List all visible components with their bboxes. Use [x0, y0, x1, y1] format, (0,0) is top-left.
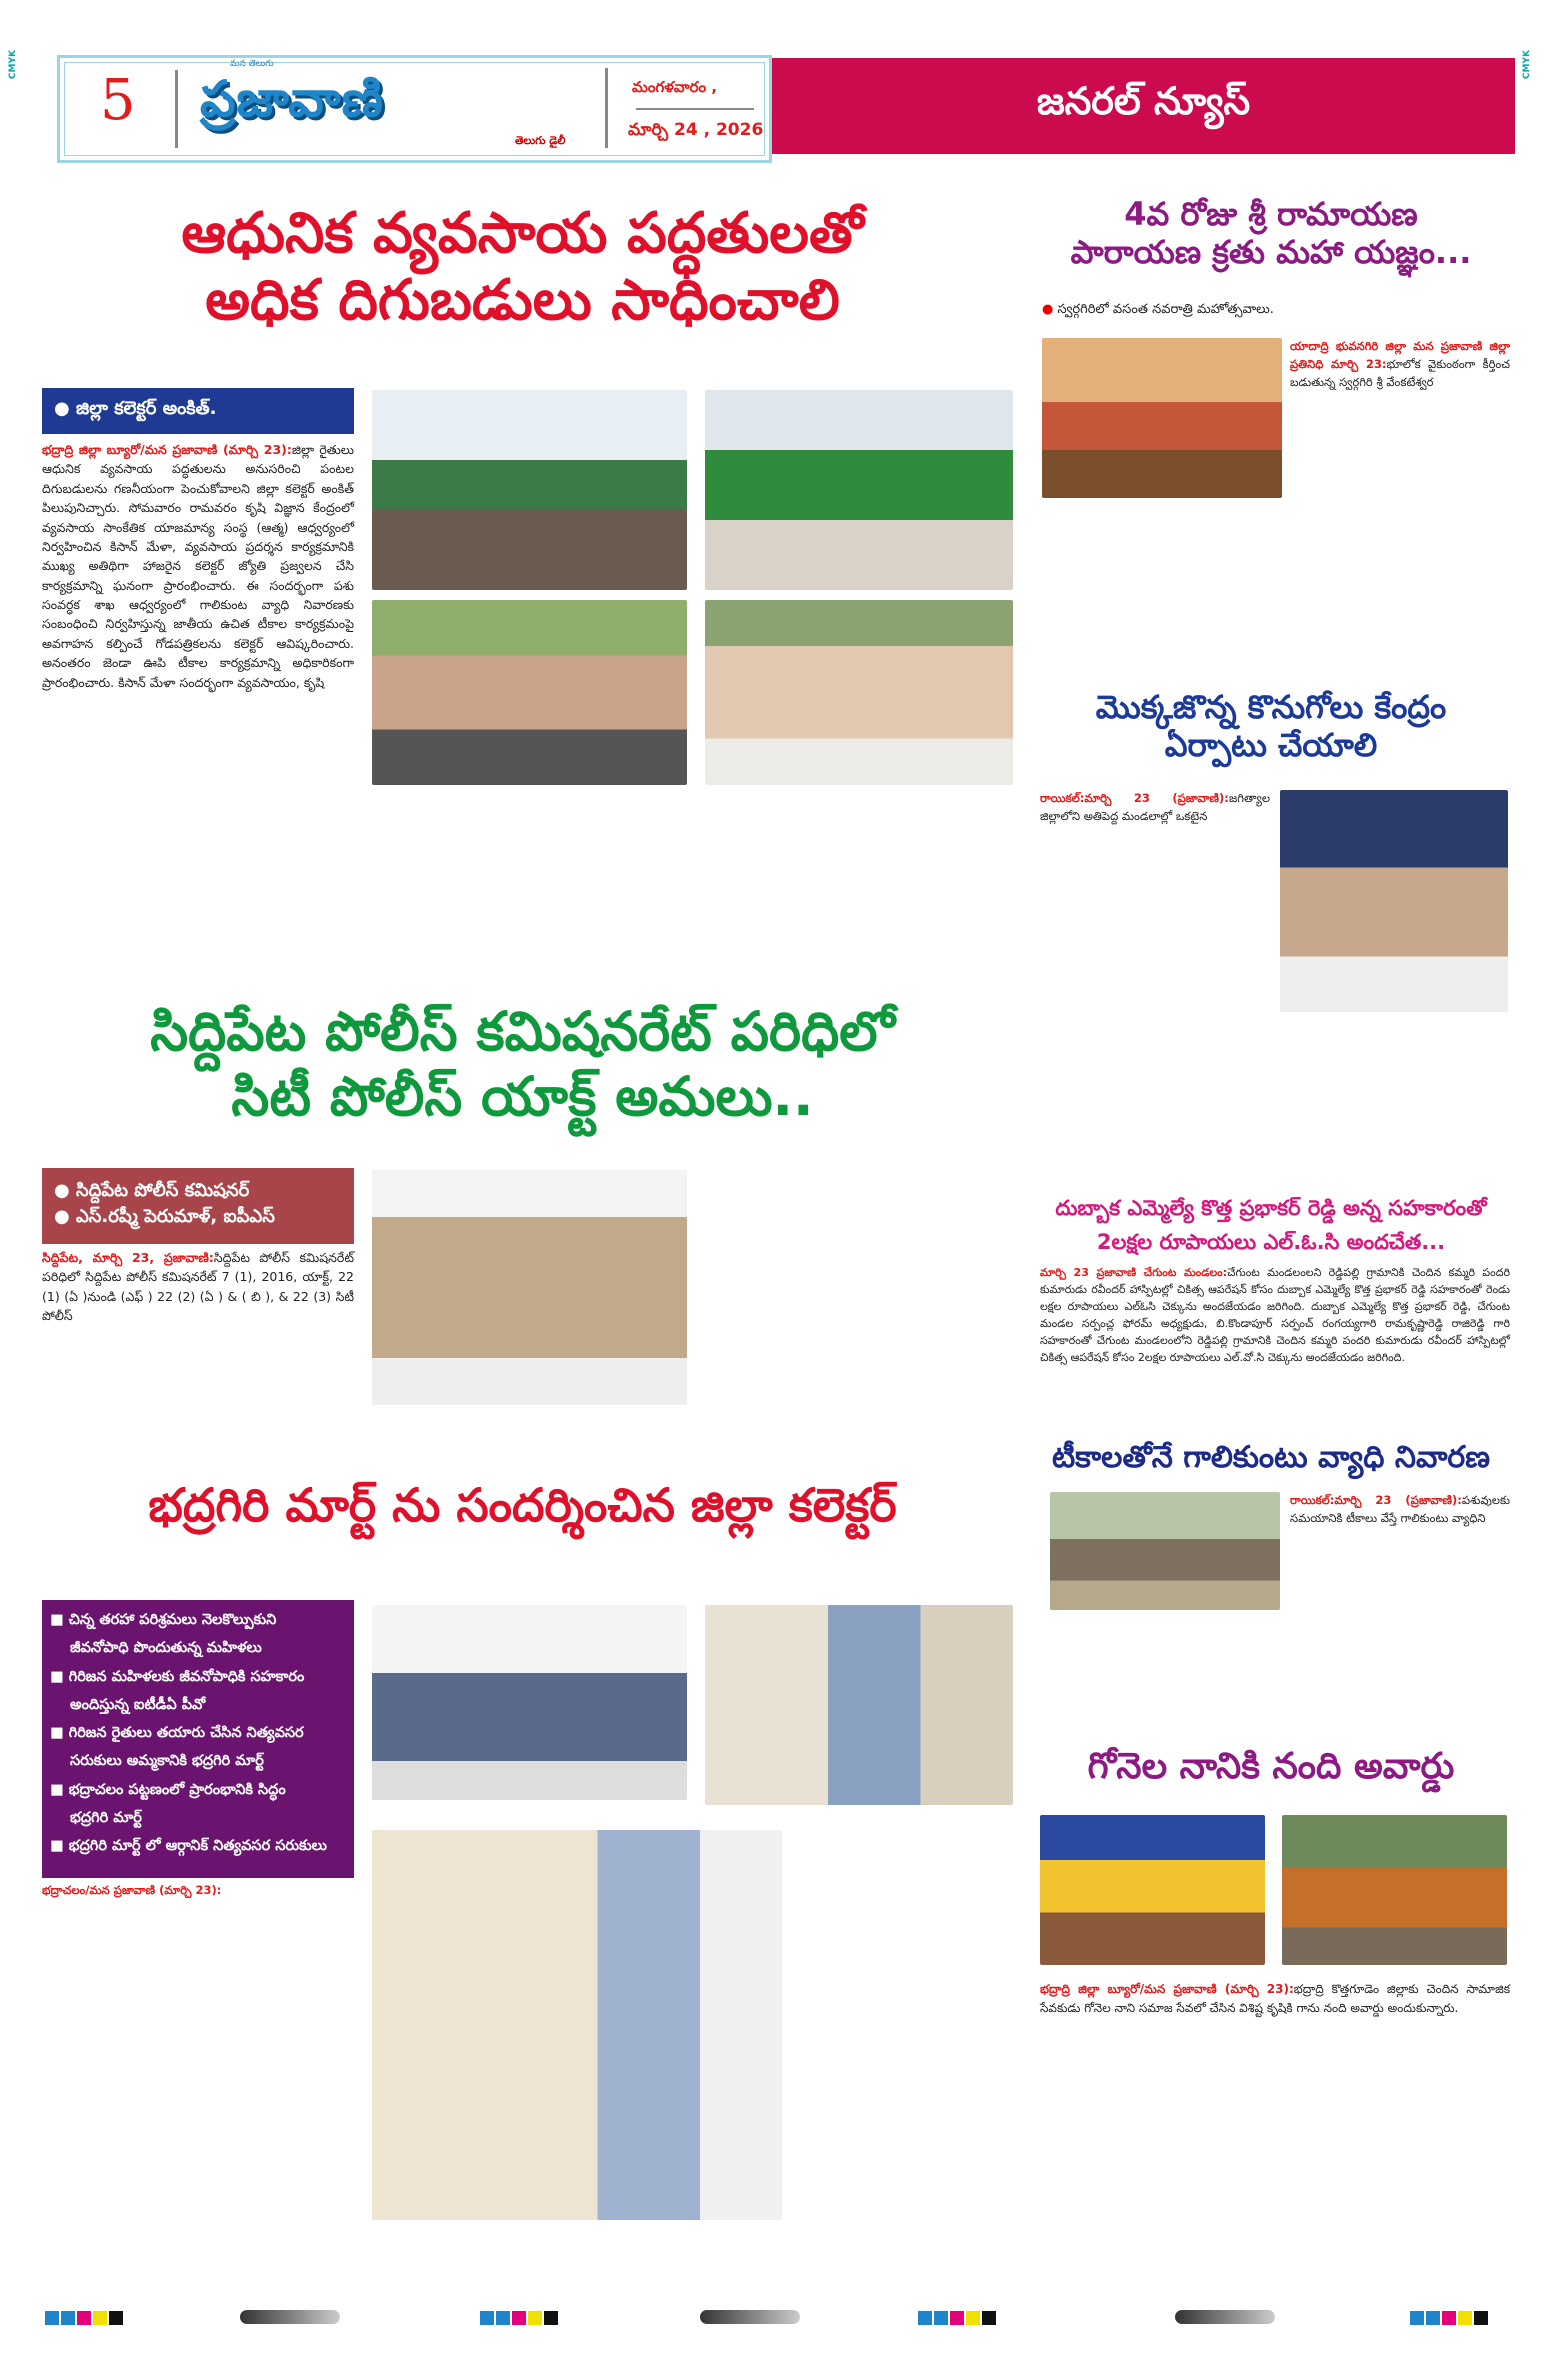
- box-bullet-cont: జీవనోపాధి పొందుతున్న మహిళలు: [70, 1640, 262, 1657]
- box-bullet: ■ గిరిజన రైతులు తయారు చేసిన నిత్యవసర: [50, 1725, 304, 1742]
- article-text: జిల్లా రైతులు ఆధునిక వ్యవసాయ పద్ధతులను అనుసరించి పంటల దిగుబడులను గణనీయంగా పెంచుకోవాలని జిల్లా కలెక్టర్ అంకిత్ పిలుపునిచ్చారు. సోమవారం రామవరం కృషి విజ్ఞాన కేంద్రంలో వ్యవసాయ సాంకేతిక యాజమాన్య సంస్థ (ఆత్మ) ఆధ్వర్యంలో నిర్వహించిన కిసాన్ మేళా, వ్యవసాయ ప్రదర్శన కార్యక్రమానికి ముఖ్య అతిథిగా హాజరైన కలెక్టర్ జ్యోతి ప్రజ్వలన చేసి కార్యక్రమాన్ని ఘనంగా ప్రారంభించారు. ఈ సందర్భంగా పశు సంవర్ధక శాఖ ఆధ్వర్యంలో గాలికుంట వ్యాధి నివారణకు సంబంధించి నిర్వహిస్తున్న జాతీయ ఉచిత టీకాల కార్యక్రమంపై అవగాహన కల్పించే గోడపత్రికలను కలెక్టర్ ఆవిష్కరించారు. అనంతరం జెండా ఊపి టీకాల కార్యక్రమాన్ని అధికారికంగా ప్రారంభించారు. కిసాన్ మేళా సందర్భంగా వ్యవసాయం, కృషి: [42, 442, 354, 690]
- headline: భద్రగిరి మార్ట్ ను సందర్శించిన జిల్లా కలెక్టర్: [148, 1478, 897, 1532]
- cmyk-registration-mark: CMYK: [8, 50, 18, 80]
- headline: గోనెల నానికి నంది అవార్డు: [1087, 1746, 1455, 1787]
- article-body: [42, 1882, 354, 1900]
- photo: [705, 600, 1013, 785]
- article-body: [1290, 338, 1510, 391]
- article-body: [42, 440, 354, 692]
- color-registration-bar: [480, 2310, 560, 2324]
- box-bullet: ■ భద్రాచలం పట్టణంలో ప్రారంభానికి సిద్ధం: [50, 1781, 286, 1798]
- headline-line: అధిక దిగుబడులు సాధించాలి: [205, 268, 840, 334]
- bullet-icon: ●: [1042, 302, 1054, 317]
- byline: సిద్దిపేట, మార్చి 23, ప్రజావాణి:: [42, 1250, 214, 1265]
- byline: మార్చి 23 ప్రజావాణి చేగుంట మండలం:: [1040, 1266, 1228, 1279]
- photo: [1280, 790, 1508, 1012]
- date: మార్చి 24 , 2026: [628, 120, 764, 140]
- newspaper-logo: ప్రజావాణి: [200, 70, 384, 128]
- box-line: ● ఎస్.రష్మీ పెరుమాళ్, ఐపీఎస్: [54, 1206, 275, 1228]
- headline-line: సిటీ పోలీస్ యాక్ట్ అమలు..: [231, 1064, 814, 1128]
- article-body: [42, 1248, 354, 1326]
- day: మంగళవారం ,: [632, 78, 718, 96]
- box-bullet-cont: అందిస్తున్న ఐటీడీఏ పీవో: [70, 1696, 206, 1713]
- headline: [30, 200, 1015, 334]
- gray-gradient-bar: [1175, 2310, 1275, 2324]
- headline: టీకాలతోనే గాలికుంటు వ్యాధి నివారణ: [1052, 1440, 1490, 1475]
- color-registration-bar: [45, 2310, 125, 2324]
- photo: [1050, 1492, 1280, 1610]
- divider: [175, 70, 178, 148]
- article-text: భద్రాద్రి కొత్తగూడెం జిల్లాకు చెందిన సామాజిక సేవకుడు గోనెల నాని సమాజ సేవలో చేసిన విశిష్ట కృషికి గాను నంది అవార్డు అందుకున్నారు.: [1040, 1982, 1510, 2015]
- headline-line: దుబ్బాక ఎమ్మెల్యే కొత్త ప్రభాకర్ రెడ్డి అన్న సహకారంతో: [1055, 1196, 1487, 1220]
- headline-line: 4వ రోజు శ్రీ రామాయణ: [1124, 195, 1418, 233]
- article-body: [1290, 1492, 1510, 1528]
- photo: [372, 1605, 687, 1800]
- byline: భద్రాద్రి జిల్లా బ్యూరో/మన ప్రజావాణి (మార్చి 23):: [1040, 1982, 1294, 1996]
- byline: భద్రాచలం/మన ప్రజావాణి (మార్చి 23):: [42, 1883, 222, 1897]
- headline: [30, 1000, 1015, 1130]
- photo: [705, 390, 1013, 590]
- divider: [636, 108, 754, 110]
- highlight-box: [42, 1600, 354, 1878]
- headline-line: ఆధునిక వ్యవసాయ పద్ధతులతో: [181, 201, 864, 266]
- article-text: సిద్దిపేట పోలీస్ కమిషనరేట్ పరిధిలో సిద్దిపేట పోలీస్ కమిషనరేట్ 7 (1), 2016, యాక్ట్, 22 (1) (ఏ )నుండి (ఎఫ్ ) 22 (2) (ఏ ) & ( బి ), & 22 (3) సిటీ పోలీస్: [42, 1250, 354, 1324]
- divider: [605, 68, 608, 148]
- page-number: 5: [100, 68, 136, 133]
- byline: రాయికల్:మార్చి 23 (ప్రజావాణి):: [1290, 1493, 1462, 1507]
- box-line: ● సిద్దిపేట పోలీస్ కమిషనర్: [54, 1180, 250, 1201]
- subheading: ● స్వర్గగిరిలో వసంత నవరాత్రి మహోత్సవాలు.: [1042, 302, 1274, 317]
- box-bullet: ■ భద్రగిరి మార్ట్ లో ఆర్గానిక్ నిత్యవసర సరుకులు: [50, 1838, 327, 1855]
- color-registration-bar: [1410, 2310, 1490, 2324]
- byline: భద్రాద్రి జిల్లా బ్యూరో/మన ప్రజావాణి (మార్చి 23):: [42, 442, 292, 457]
- photo: [705, 1605, 1013, 1805]
- headline: [1032, 1192, 1510, 1259]
- headline-line: పారాయణ క్రతు మహా యజ్ఞం...: [1070, 233, 1472, 272]
- logo-tagline: తెలుగు డైలీ: [515, 134, 566, 147]
- article-body: [1040, 790, 1270, 826]
- article-body: [1040, 1264, 1510, 1366]
- headline: [1032, 195, 1510, 272]
- box-bullet-cont: సరుకులు అమ్మకానికి భద్రగిరి మార్ట్: [70, 1753, 264, 1770]
- box-bullet: ■ చిన్న తరహా పరిశ్రమలు నెలకొల్పుకుని: [50, 1612, 277, 1628]
- photo: [1282, 1815, 1507, 1965]
- photo: [1040, 1815, 1265, 1965]
- section-title: జనరల్ న్యూస్: [772, 58, 1515, 154]
- photo: [372, 390, 687, 590]
- box-bullet: ■ గిరిజన మహిళలకు జీవనోపాధికి సహకారం: [50, 1668, 305, 1685]
- box-bullet-cont: భద్రగిరి మార్ట్: [70, 1809, 142, 1826]
- gray-gradient-bar: [700, 2310, 800, 2324]
- headline-line: ఏర్పాటు చేయాలి: [1164, 726, 1378, 765]
- photo: [372, 1830, 782, 2220]
- headline: [1032, 688, 1510, 765]
- headline-line: మొక్కజొన్న కొనుగోలు కేంద్రం: [1095, 688, 1447, 726]
- article-text: పశువులకు సమయానికి టీకాలు వేస్తే గాలికుంటు వ్యాధిని: [1290, 1493, 1510, 1525]
- byline: రాయికల్:మార్చి 23 (ప్రజావాణి):: [1040, 791, 1229, 805]
- byline: యాదాద్రి భువనగిరి జిల్లా మన ప్రజావాణి జిల్లా ప్రతినిధి మార్చి 23:: [1290, 339, 1510, 371]
- photo: [372, 600, 687, 785]
- color-registration-bar: [918, 2310, 998, 2324]
- headline-line: 2లక్షల రూపాయలు ఎల్.ఓ.సి అందచేత...: [1096, 1229, 1446, 1254]
- cmyk-registration-mark: CMYK: [1522, 50, 1532, 80]
- highlight-box: [42, 1168, 354, 1244]
- logo-top-text: మన తెలుగు: [230, 59, 274, 69]
- article-text: చేగుంట మండలంలని రెడ్డిపల్లి గ్రామానికి చెందిన కమ్మరి పందరి కుమారుడు రవీందర్ హాస్పిటల్లో చికిత్స ఆపరేషన్ కోసం దుబ్బాక ఎమ్మెల్యే కొత్త ప్రభాకర్ రెడ్డి సహకారంతో రెండు లక్షల రూపాయలు ఎల్ఓసి చెక్కును అందజేయడం జరిగింది. దుబ్బాక ఎమ్మెల్యే కొత్త ప్రభాకర్ రెడ్డి, చేగుంట మండల సర్పంచ్ల ఫోరమ్ అధ్యక్షుడు, బి.కొండాపూర్ సర్పంచ్ రంగయ్యగారి రామకృష్ణారెడ్డి రాజిరెడ్డి గారి సహకారంతో చేగుంట మండలంలోని రెడ్డిపల్లి గ్రామానికి చెందిన కమ్మరి పందరి కుమారుడు రవీందర్ హాస్పిటల్లో చికిత్స ఆపరేషన్ కోసం 2లక్షల రూపాయలు ఎల్.వో.సి చెక్కును అందజేయడం జరిగింది.: [1040, 1266, 1510, 1365]
- article-text: జగిత్యాల జిల్లాలోని అతిపెద్ద మండలాల్లో ఒకటైన: [1040, 791, 1270, 823]
- headline-line: సిద్దిపేట పోలీస్ కమిషనరేట్ పరిధిలో: [150, 1000, 895, 1063]
- police-commissioner-photo: [372, 1170, 687, 1405]
- article-text: భూలోక వైకుంఠంగా కీర్తించ బడుతున్న స్వర్గగిరి శ్రీ వేంకటేశ్వర: [1290, 356, 1511, 389]
- article-body: [1040, 1980, 1510, 2017]
- highlight-box: ● జిల్లా కలెక్టర్ అంకిత్.: [42, 388, 354, 434]
- gray-gradient-bar: [240, 2310, 340, 2324]
- photo: [1042, 338, 1282, 498]
